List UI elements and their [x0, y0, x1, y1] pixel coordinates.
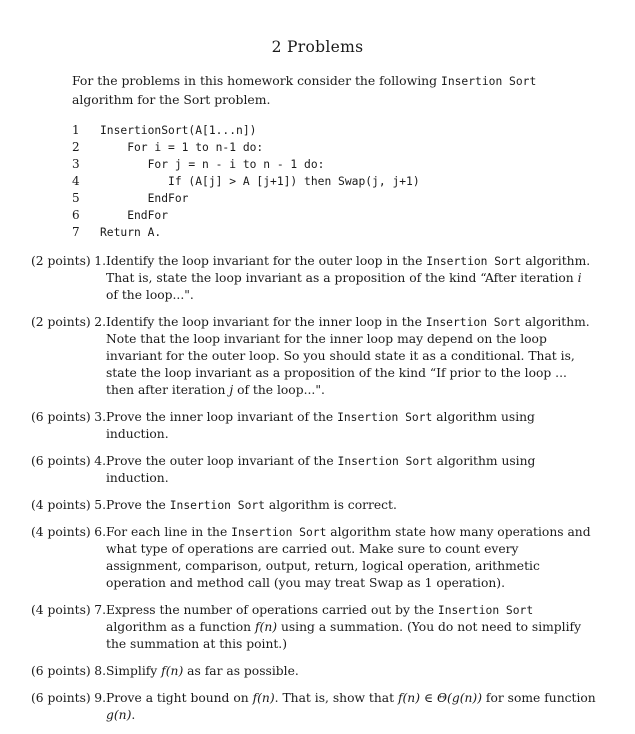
problem-text: Prove the outer loop invariant of the Insertion Sort algorithm using induction.: [106, 454, 536, 485]
section-title-text: 2 Problems: [271, 38, 364, 56]
problem-text: Identify the loop invariant for the inner loop in the Insertion Sort algorithm. Note that the loop invariant for the inner loop may depend on the loop invariant for the outer loop. So you should state it as a conditional. That is, state the loop invariant as a proposition of the kind “If prior to the loop ... then after iteration j of the loop...".: [106, 315, 590, 397]
problem-points: (2 points): [31, 315, 91, 329]
problem-number: 8.: [94, 664, 106, 678]
problem-points: (6 points): [31, 410, 91, 424]
problem-number: 4.: [94, 454, 106, 468]
problem-number: 6.: [94, 525, 106, 539]
problem-number: 7.: [94, 603, 106, 617]
problem-list: [0, 253, 635, 734]
problem-item: [0, 409, 635, 443]
problem-item: [0, 663, 635, 680]
problem-item: [0, 314, 635, 399]
code-line: 1 InsertionSort(A[1...n]): [72, 123, 257, 137]
problem-item: [0, 453, 635, 487]
problem-points: (6 points): [31, 664, 91, 678]
problem-points: (4 points): [31, 525, 91, 539]
problem-item: [0, 497, 635, 514]
inline-code: Insertion Sort: [441, 75, 537, 88]
problem-points: (4 points): [31, 498, 91, 512]
problem-number: 2.: [94, 315, 106, 329]
code-line: 7 Return A.: [72, 225, 162, 239]
problem-text: Identify the loop invariant for the outer loop in the Insertion Sort algorithm. That is, state the loop invariant as a proposition of the kind “After iteration i of the loop...".: [106, 254, 591, 302]
problem-text: Express the number of operations carried out by the Insertion Sort algorithm as a function f(n) using a summation. (You do not need to simplify the summation at this point.): [106, 603, 582, 651]
code-line: 6 EndFor: [72, 208, 169, 222]
problem-number: 9.: [94, 691, 106, 705]
code-line: 2 For i = 1 to n-1 do:: [72, 140, 264, 154]
problem-text: Prove the inner loop invariant of the Insertion Sort algorithm using induction.: [106, 410, 535, 441]
problem-points: (6 points): [31, 691, 91, 705]
problem-text: Prove a tight bound on f(n). That is, show that f(n) ∈ Θ(g(n)) for some function g(n).: [106, 691, 596, 722]
problem-points: (2 points): [31, 254, 91, 268]
problem-text: For each line in the Insertion Sort algorithm state how many operations and what type of operations are carried out. Make sure to count every assignment, comparison, output, return, logical operation, arithmetic operation and method call (you may treat Swap as 1 operation).: [106, 525, 591, 590]
problem-points: (4 points): [31, 603, 91, 617]
problem-number: 1.: [94, 254, 106, 268]
problem-item: [0, 253, 635, 304]
problem-points: (6 points): [31, 454, 91, 468]
code-line: 4 If (A[j] > A [j+1]) then Swap(j, j+1): [72, 174, 420, 188]
section-title: [0, 38, 635, 56]
problem-text: Simplify f(n) as far as possible.: [106, 664, 299, 678]
problem-number: 5.: [94, 498, 106, 512]
problem-number: 3.: [94, 410, 106, 424]
problem-item: [0, 690, 635, 724]
problem-text: Prove the Insertion Sort algorithm is correct.: [106, 498, 397, 512]
code-line: 3 For j = n - i to n - 1 do:: [72, 157, 325, 171]
pseudocode-block: [72, 122, 572, 241]
intro-paragraph: For the problems in this homework consider the following Insertion Sort algorithm for the Sort problem.: [72, 73, 537, 107]
code-line: 5 EndFor: [72, 191, 189, 205]
problem-item: [0, 524, 635, 592]
problem-item: [0, 602, 635, 653]
